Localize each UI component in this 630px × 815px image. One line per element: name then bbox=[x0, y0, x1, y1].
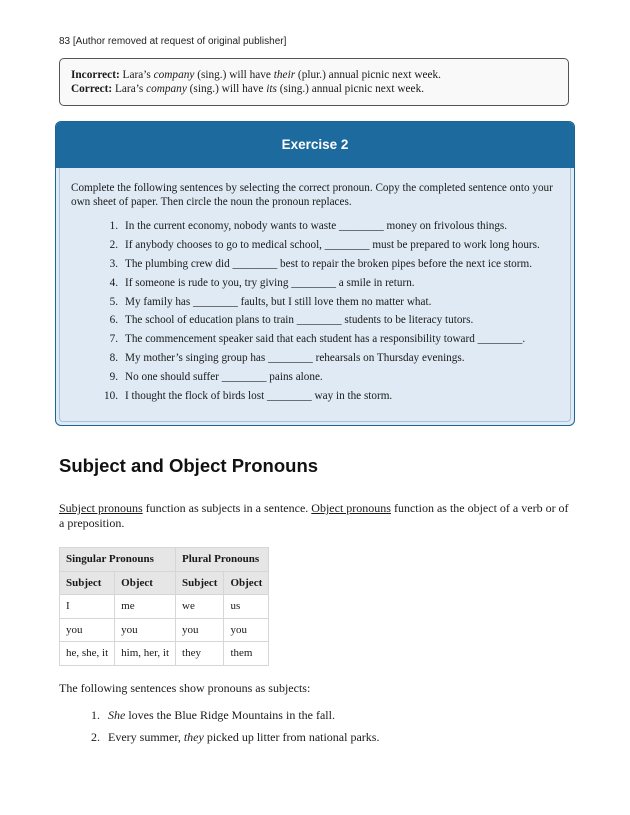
incorrect-text: Lara’s bbox=[119, 69, 154, 81]
correct-text: (sing.) annual picnic next week. bbox=[276, 83, 425, 95]
item-text: Every summer, bbox=[108, 730, 184, 744]
item-number: 7. bbox=[109, 333, 118, 346]
object-pronouns-term: Object pronouns bbox=[311, 501, 391, 515]
section-heading: Subject and Object Pronouns bbox=[59, 455, 319, 476]
list-item bbox=[96, 255, 540, 274]
correct-line bbox=[71, 82, 557, 96]
table-column-header-row bbox=[60, 571, 269, 595]
list-item bbox=[96, 293, 540, 312]
correct-label: Correct: bbox=[71, 83, 113, 95]
list-item bbox=[96, 236, 540, 255]
table-cell: you bbox=[60, 618, 115, 642]
table-cell: they bbox=[176, 642, 224, 666]
correct-text: Lara’s bbox=[112, 83, 147, 95]
item-text: I thought the flock of birds lost ________ way in the storm. bbox=[125, 390, 393, 403]
section-paragraph bbox=[59, 501, 574, 531]
incorrect-text: (plur.) annual picnic next week. bbox=[295, 69, 441, 81]
example-box bbox=[59, 58, 569, 106]
incorrect-label: Incorrect: bbox=[71, 69, 120, 81]
table-cell: he, she, it bbox=[60, 642, 115, 666]
item-number: 3. bbox=[109, 257, 118, 270]
table-cell: I bbox=[60, 595, 115, 619]
table-cell: them bbox=[224, 642, 269, 666]
table-cell: we bbox=[176, 595, 224, 619]
list-item bbox=[96, 387, 540, 406]
item-text: My family has ________ faults, but I still love them no matter what. bbox=[125, 295, 432, 308]
column-header: Subject bbox=[176, 571, 224, 595]
item-text: The plumbing crew did ________ best to repair the broken pipes before the next ice storm. bbox=[125, 257, 532, 270]
correct-text: its bbox=[266, 83, 277, 95]
incorrect-line bbox=[71, 68, 557, 82]
header-text: [Author removed at request of original publisher] bbox=[72, 36, 287, 47]
item-number: 5. bbox=[109, 295, 118, 308]
table-cell: you bbox=[115, 618, 176, 642]
table-cell: you bbox=[224, 618, 269, 642]
list-item bbox=[96, 311, 540, 330]
table-group-header-row bbox=[60, 548, 269, 572]
list-item bbox=[96, 349, 540, 368]
item-text: If anybody chooses to go to medical school, ________ must be prepared to work long hours. bbox=[125, 238, 540, 251]
list-item bbox=[96, 368, 540, 387]
list-item bbox=[96, 274, 540, 293]
pronoun-emphasis: they bbox=[183, 730, 204, 744]
item-number: 8. bbox=[109, 352, 118, 365]
table-row bbox=[60, 618, 269, 642]
item-text: picked up litter from national parks. bbox=[203, 730, 380, 744]
item-number: 2. bbox=[109, 238, 118, 251]
correct-text: (sing.) will have bbox=[186, 83, 267, 95]
item-number: 4. bbox=[109, 276, 118, 289]
incorrect-text: their bbox=[273, 69, 296, 81]
column-header: Object bbox=[224, 571, 269, 595]
exercise-title: Exercise 2 bbox=[56, 122, 574, 168]
list-item bbox=[96, 217, 540, 236]
table-cell: him, her, it bbox=[115, 642, 176, 666]
list-item bbox=[86, 730, 379, 752]
subject-pronouns-term: Subject pronouns bbox=[59, 501, 143, 515]
item-text: If someone is rude to you, try giving ________ a smile in return. bbox=[125, 276, 415, 289]
group-header-plural: Plural Pronouns bbox=[176, 548, 269, 572]
pronoun-emphasis: She bbox=[108, 708, 126, 722]
item-text: In the current economy, nobody wants to waste ________ money on frivolous things. bbox=[125, 220, 508, 232]
item-number: 1. bbox=[91, 708, 100, 722]
exercise-body bbox=[59, 168, 571, 422]
pronoun-table bbox=[59, 547, 269, 666]
table-cell: us bbox=[224, 595, 269, 619]
column-header: Subject bbox=[60, 571, 115, 595]
exercise-instructions: Complete the following sentences by selecting the correct pronoun. Copy the completed sentence onto your own sheet of paper. Then circle the noun the pronoun replaces. bbox=[71, 182, 553, 208]
exercise-list bbox=[96, 217, 540, 406]
item-number: 6. bbox=[109, 314, 118, 327]
list-item bbox=[96, 330, 540, 349]
incorrect-text: (sing.) will have bbox=[194, 69, 274, 81]
item-text: My mother’s singing group has ________ rehearsals on Thursday evenings. bbox=[125, 352, 465, 365]
correct-text: company bbox=[146, 83, 187, 95]
page-header bbox=[59, 36, 286, 47]
paragraph-text: function as the object of a verb or of a preposition. bbox=[59, 501, 569, 530]
column-header: Object bbox=[115, 571, 176, 595]
table-cell: you bbox=[176, 618, 224, 642]
item-text: No one should suffer ________ pains alone. bbox=[125, 371, 323, 384]
item-number: 2. bbox=[91, 730, 100, 744]
table-row bbox=[60, 595, 269, 619]
item-number: 10. bbox=[104, 390, 118, 403]
page-number: 83 bbox=[59, 36, 71, 47]
incorrect-text: company bbox=[153, 69, 195, 81]
exercise-box bbox=[55, 121, 575, 426]
item-number: 1. bbox=[109, 220, 118, 232]
item-text: loves the Blue Ridge Mountains in the fall. bbox=[125, 708, 335, 722]
table-row bbox=[60, 642, 269, 666]
table-cell: me bbox=[115, 595, 176, 619]
paragraph-text: function as subjects in a sentence. bbox=[142, 501, 312, 515]
item-text: The school of education plans to train ________ students to be literacy tutors. bbox=[125, 314, 474, 327]
group-header-singular: Singular Pronouns bbox=[60, 548, 176, 572]
examples-list bbox=[86, 708, 379, 752]
examples-intro: The following sentences show pronouns as subjects: bbox=[59, 681, 311, 695]
item-number: 9. bbox=[109, 371, 118, 384]
item-text: The commencement speaker said that each student has a responsibility toward ________. bbox=[125, 333, 526, 346]
list-item bbox=[86, 708, 379, 730]
